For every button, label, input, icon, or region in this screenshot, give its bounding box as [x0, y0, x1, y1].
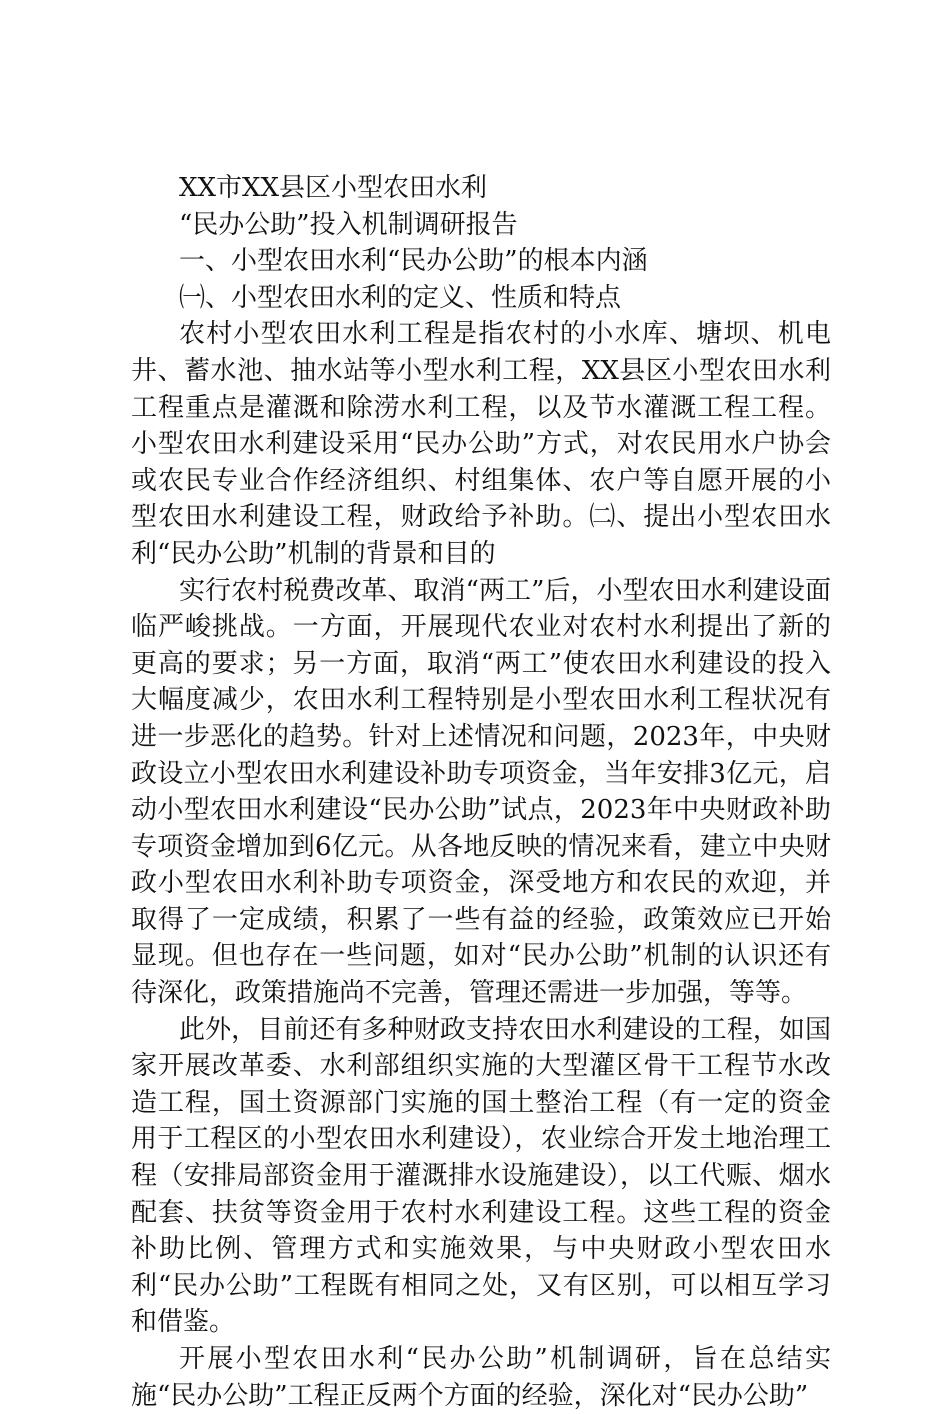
paragraph-purpose: 开展小型农田水利“民办公助”机制调研，旨在总结实施“民办公助”工程正反两个方面的经验，深化对“民办公助” [131, 1344, 831, 1411]
section-heading: 一、小型农田水利“民办公助”的根本内涵 [179, 246, 648, 277]
title-line-1: XX市XX县区小型农田水利 [179, 173, 488, 203]
subsection-heading: ㈠、小型农田水利的定义、性质和特点 [179, 282, 622, 313]
paragraph-background: 实行农村税费改革、取消“两工”后，小型农田水利建设面临严峻挑战。一方面，开展现代农业对农村水利提出了新的更高的要求；另一方面，取消“两工”使农田水利建设的投入大幅度减少，农田水利工程特别是小型农田水利工程状况有进一步恶化的趋势。针对上述情况和问题，2023年，中央财政设立小型农田水利建设补助专项资金，当年安排3亿元，启动小型农田水利建设“民办公助”试点，2023年中央财政补助专项资金增加到6亿元。从各地反映的情况来看，建立中央财政小型农田水利补助专项资金，深受地方和农民的欢迎，并取得了一定成绩，积累了一些有益的经验，政策效应已开始显现。但也存在一些问题，如对“民办公助”机制的认识还有待深化，政策措施尚不完善，管理还需进一步加强，等等。 [131, 575, 831, 1009]
document-body [131, 170, 831, 1414]
paragraph-other-projects: 此外，目前还有多种财政支持农田水利建设的工程，如国家开展改革委、水利部组织实施的大型灌区骨干工程节水改造工程，国土资源部门实施的国土整治工程（有一定的资金用于工程区的小型农田水利建设），农业综合开发土地治理工程（安排局部资金用于灌溉排水设施建设），以工代赈、烟水配套、扶贫等资金用于农村水利建设工程。这些工程的资金补助比例、管理方式和实施效果，与中央财政小型农田水利“民办公助”工程既有相同之处，又有区别，可以相互学习和借鉴。 [131, 1014, 831, 1338]
title-line-2: “民办公助”投入机制调研报告 [179, 209, 518, 240]
paragraph-definition: 农村小型农田水利工程是指农村的小水库、塘坝、机电井、蓄水池、抽水站等小型水利工程，XX县区小型农田水利工程重点是灌溉和除涝水利工程，以及节水灌溉工程工程。小型农田水利建设采用“民办公助”方式，对农民用水户协会或农民专业合作经济组织、村组集体、农户等自愿开展的小型农田水利建设工程，财政给予补助。㈡、提出小型农田水利“民办公助”机制的背景和目的 [131, 319, 831, 569]
